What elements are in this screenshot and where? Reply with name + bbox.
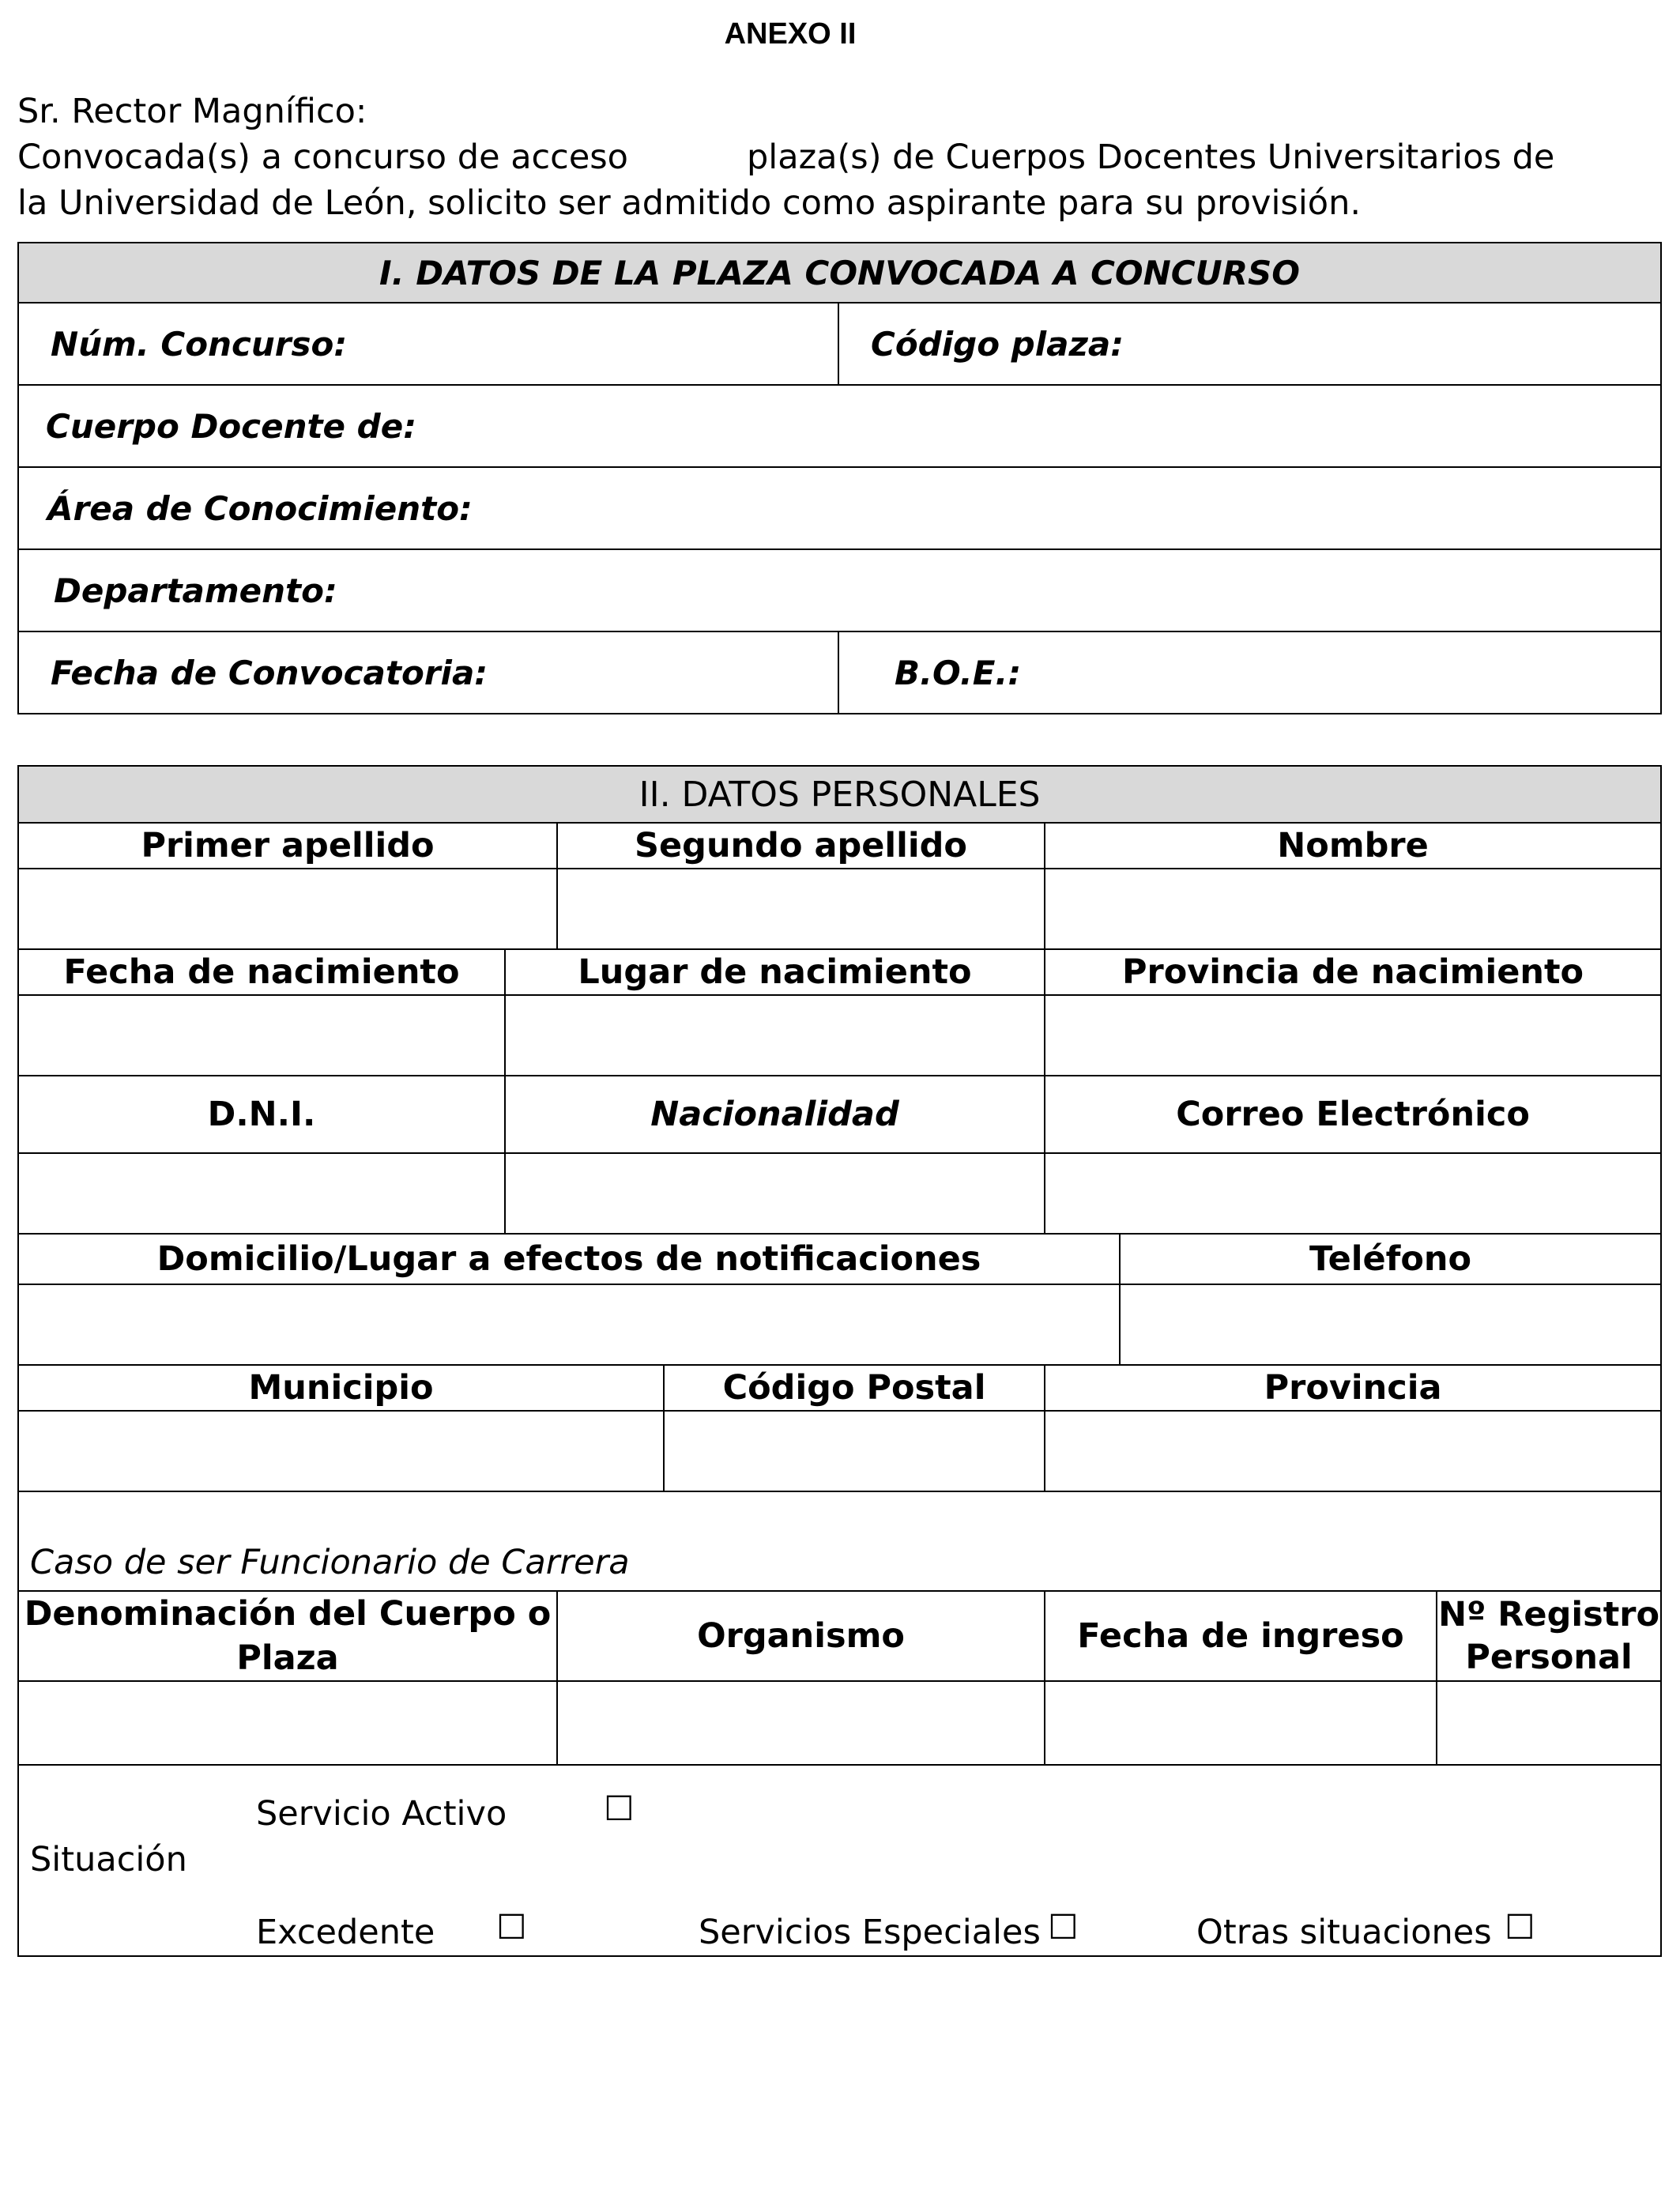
municipio-input[interactable] — [18, 1411, 664, 1491]
intro-line-1b: plaza(s) de Cuerpos Docentes Universitarios de — [747, 138, 1555, 177]
domicilio-input[interactable] — [18, 1284, 1120, 1365]
excedente-checkbox[interactable]: ☐ — [496, 1908, 527, 1947]
situacion-label: Situación — [30, 1840, 187, 1879]
lugar-nacimiento-label: Lugar de nacimiento — [505, 949, 1045, 995]
cuerpo-docente-field[interactable]: Cuerpo Docente de: — [18, 385, 1661, 467]
fecha-ingreso-label: Fecha de ingreso — [1045, 1591, 1437, 1681]
num-concurso-field[interactable]: Núm. Concurso: — [18, 303, 838, 385]
intro-line-1 — [17, 134, 1554, 180]
dni-input[interactable] — [18, 1153, 505, 1234]
codigo-plaza-field[interactable]: Código plaza: — [838, 303, 1661, 385]
telefono-label: Teléfono — [1120, 1234, 1661, 1284]
codigo-postal-label: Código Postal — [664, 1365, 1045, 1411]
primer-apellido-label: Primer apellido — [18, 823, 557, 869]
section-personal-table — [17, 765, 1662, 1957]
fecha-nacimiento-input[interactable] — [18, 995, 505, 1076]
section-2-title: II. DATOS PERSONALES — [18, 766, 1661, 823]
segundo-apellido-label: Segundo apellido — [557, 823, 1045, 869]
domicilio-label: Domicilio/Lugar a efectos de notificaciones — [18, 1234, 1120, 1284]
otras-situaciones-checkbox[interactable]: ☐ — [1505, 1908, 1535, 1947]
intro-text — [17, 89, 1554, 226]
correo-electronico-label: Correo Electrónico — [1045, 1076, 1661, 1153]
section-1-title: I. DATOS DE LA PLAZA CONVOCADA A CONCURSO — [18, 243, 1661, 303]
codigo-postal-input[interactable] — [664, 1411, 1045, 1491]
primer-apellido-input[interactable] — [18, 869, 557, 949]
denominacion-cuerpo-label: Denominación del Cuerpo o Plaza — [18, 1591, 557, 1681]
registro-personal-label: Nº Registro Personal — [1437, 1591, 1661, 1681]
provincia-label: Provincia — [1045, 1365, 1661, 1411]
lugar-nacimiento-input[interactable] — [505, 995, 1045, 1076]
area-conocimiento-field[interactable]: Área de Conocimiento: — [18, 467, 1661, 549]
boe-field[interactable]: B.O.E.: — [838, 631, 1661, 714]
nombre-input[interactable] — [1045, 869, 1661, 949]
section-plaza-table — [17, 242, 1662, 714]
denominacion-cuerpo-input[interactable] — [18, 1681, 557, 1765]
intro-line-2: la Universidad de León, solicito ser admitido como aspirante para su provisión. — [17, 183, 1361, 223]
servicio-activo-label: Servicio Activo — [256, 1794, 507, 1834]
fecha-ingreso-input[interactable] — [1045, 1681, 1437, 1765]
departamento-field[interactable]: Departamento: — [18, 549, 1661, 631]
situacion-cell — [18, 1765, 1661, 1956]
caso-funcionario-label: Caso de ser Funcionario de Carrera — [18, 1491, 1661, 1591]
dni-label: D.N.I. — [18, 1076, 505, 1153]
correo-electronico-input[interactable] — [1045, 1153, 1661, 1234]
salutation: Sr. Rector Magnífico: — [17, 92, 367, 131]
servicio-activo-checkbox[interactable]: ☐ — [604, 1789, 635, 1829]
provincia-nacimiento-input[interactable] — [1045, 995, 1661, 1076]
fecha-nacimiento-label: Fecha de nacimiento — [18, 949, 505, 995]
organismo-input[interactable] — [557, 1681, 1045, 1765]
fecha-convocatoria-field[interactable]: Fecha de Convocatoria: — [18, 631, 838, 714]
registro-personal-input[interactable] — [1437, 1681, 1661, 1765]
nacionalidad-label: Nacionalidad — [505, 1076, 1045, 1153]
provincia-input[interactable] — [1045, 1411, 1661, 1491]
nombre-label: Nombre — [1045, 823, 1661, 869]
annex-title: ANEXO II — [724, 17, 857, 51]
otras-situaciones-label: Otras situaciones — [1196, 1913, 1492, 1952]
excedente-label: Excedente — [256, 1913, 435, 1952]
servicios-especiales-label: Servicios Especiales — [699, 1913, 1041, 1952]
municipio-label: Municipio — [18, 1365, 664, 1411]
provincia-nacimiento-label: Provincia de nacimiento — [1045, 949, 1661, 995]
nacionalidad-input[interactable] — [505, 1153, 1045, 1234]
intro-line-1a: Convocada(s) a concurso de acceso — [17, 138, 628, 177]
segundo-apellido-input[interactable] — [557, 869, 1045, 949]
servicios-especiales-checkbox[interactable]: ☐ — [1048, 1908, 1079, 1947]
organismo-label: Organismo — [557, 1591, 1045, 1681]
telefono-input[interactable] — [1120, 1284, 1661, 1365]
